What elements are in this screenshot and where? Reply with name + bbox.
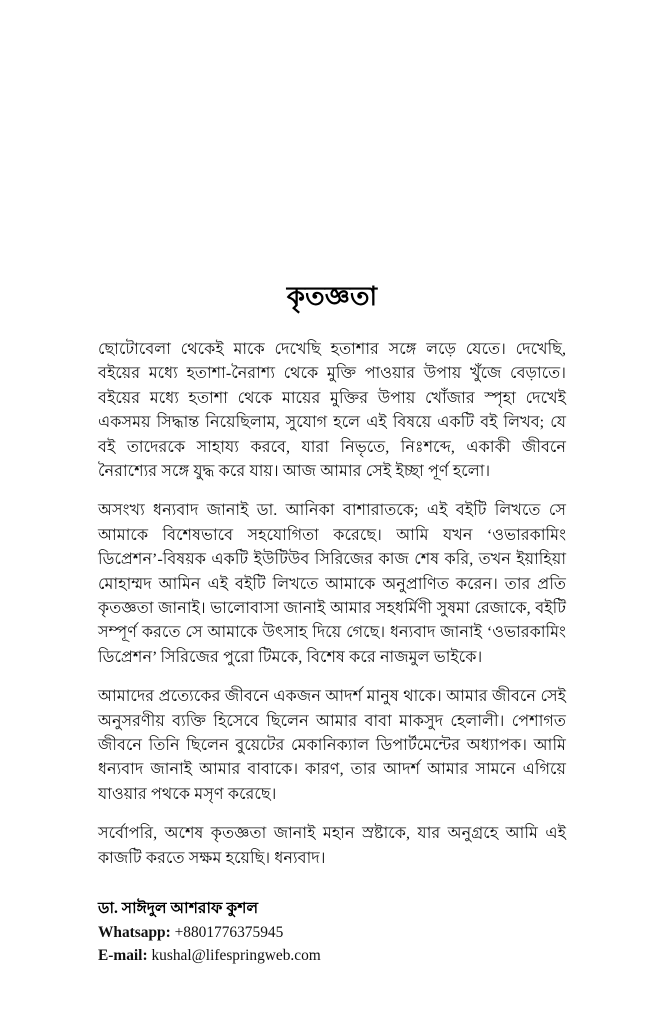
paragraph-4: সর্বোপরি, অশেষ কৃতজ্ঞতা জানাই মহান স্রষ্টাকে, যার অনুগ্রহে আমি এই কাজটি করতে সক্ষম হয়েছি। ধন্যবাদ। [98, 825, 566, 867]
paragraph-1: ছোটোবেলা থেকেই মাকে দেখেছি হতাশার সঙ্গে লড়ে যেতে। দেখেছি, বইয়ের মধ্যে হতাশা-নৈরাশ্য থেকে মুক্তি পাওয়ার উপায় খুঁজে বেড়াতে। বইয়ের মধ্যে হতাশা থেকে মায়ের মুক্তির উপায় খোঁজার স্পৃহা দেখেই একসময় সিদ্ধান্ত নিয়েছিলাম, সুযোগ হলে এই বিষয়ে একটি বই লিখব; যে বই তাদেরকে সাহায্য করবে, যারা নিভৃতে, নিঃশব্দে, একাকী জীবনে নৈরাশ্যের সঙ্গে যুদ্ধ করে যায়। আজ আমার সেই ইচ্ছা পূর্ণ হলো। [98, 340, 566, 480]
page-title: কৃতজ্ঞতা [286, 282, 378, 311]
email-line [98, 945, 566, 968]
whatsapp-value: +8801776375945 [174, 924, 284, 942]
whatsapp-line [98, 922, 566, 945]
paragraph-3: আমাদের প্রত্যেকের জীবনে একজন আদর্শ মানুষ থাকে। আমার জীবনে সেই অনুসরণীয় ব্যক্তি হিসেবে ছিলেন আমার বাবা মাকসুদ হেলালী। পেশাগত জীবনে তিনি ছিলেন বুয়েটের মেকানিক্যাল ডিপার্টমেন্টের অধ্যাপক। আমি ধন্যবাদ জানাই আমার বাবাকে। কারণ, তার আদর্শ আমার সামনে এগিয়ে যাওয়ার পথকে মসৃণ করেছে। [98, 688, 566, 803]
signature-block [98, 897, 566, 967]
email-value: kushal@lifespringweb.com [151, 946, 321, 964]
author-name: ডা. সাঈদুল আশরাফ কুশল [98, 900, 259, 918]
paragraph-2: অসংখ্য ধন্যবাদ জানাই ডা. আনিকা বাশারাতকে; এই বইটি লিখতে সে আমাকে বিশেষভাবে সহযোগিতা করেছে। আমি যখন ‘ওভারকামিং ডিপ্রেশন’-বিষয়ক একটি ইউটিউব সিরিজের কাজ শেষ করি, তখন ইয়াহিয়া মোহাম্মদ আমিন এই বইটি লিখতে আমাকে অনুপ্রাণিত করেন। তার প্রতি কৃতজ্ঞতা জানাই। ভালোবাসা জানাই আমার সহধর্মিণী সুষমা রেজাকে, বইটি সম্পূর্ণ করতে সে আমাকে উৎসাহ দিয়ে গেছে। ধন্যবাদ জানাই ‘ওভারকামিং ডিপ্রেশন’ সিরিজের পুরো টিমকে, বিশেষ করে নাজমুল ভাইকে। [98, 502, 566, 666]
email-label: E-mail: [98, 946, 148, 964]
page-content [98, 282, 566, 967]
whatsapp-label: Whatsapp: [98, 924, 171, 942]
